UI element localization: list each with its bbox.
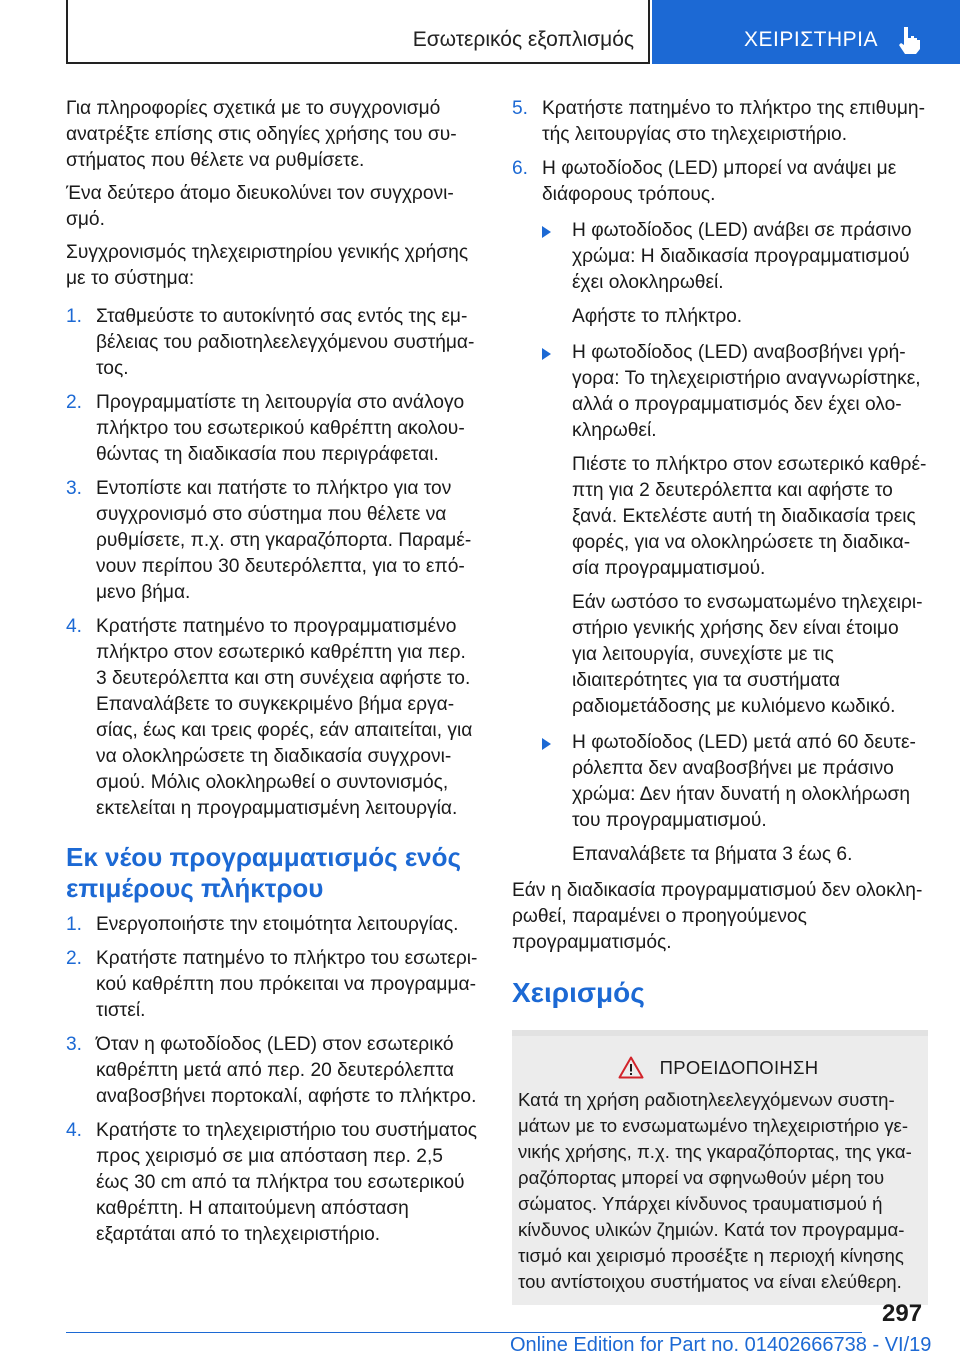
case-instruction: Πιέστε το πλήκτρο στον εσωτερικό καθρέπτη για 2 δευτερόλεπτα και αφήστε το ξανά. Εκτελέστε αυτή τη διαδικασία τρεις φορές, για να ολοκληρώσετε τη διαδικασία προγραμματισμού. xyxy=(572,454,927,579)
warning-triangle-icon xyxy=(618,1056,644,1079)
warning-header xyxy=(518,1056,918,1079)
list-item xyxy=(66,946,478,1024)
intro-paragraph: Ένα δεύτερο άτομο διευκολύνει τον συγχρονισμό. xyxy=(66,183,454,230)
closing-paragraph: Εάν η διαδικασία προγραμματισμού δεν ολοκληρωθεί, παραμένει ο προηγούμενος προγραμματισμός. xyxy=(512,880,923,953)
step-text: Κρατήστε το τηλεχειριστήριο του συστήματος προς χειρισμό σε μια απόσταση περ. 2,5 έως 30 cm από τα πλήκτρα του εσωτερικού καθρέπτη. Η απαιτούμενη απόσταση εξαρτάται από το τηλεχειριστήριο. xyxy=(96,1120,478,1245)
step-number: 1. xyxy=(66,914,83,935)
list-item xyxy=(66,476,478,606)
warning-text: Κατά τη χρήση ραδιοτηλεελεγχόμενων συστημάτων με το ενσωματωμένο τηλεχειριστήριο γενικής χρήσης, π.χ. της γκαραζόπορτας, της γκαραζόπορτας μπορεί να σφηνωθούν μέρη του σώματος. Υπάρχει κίνδυνος τραυματισμού ή κίνδυνος υλικών ζημιών. Κατά τον προγραμματισμό και χειρισμό προσέξτε η περιοχή κίνησης του αντίστοιχου συστήματος να είναι ελεύθερη. xyxy=(518,1089,912,1292)
section-heading: Χειρισμός xyxy=(512,977,645,1008)
warning-title: ΠΡΟΕΙΔΟΠΟΙΗΣΗ xyxy=(659,1056,819,1078)
case-text: Η φωτοδίοδος (LED) αναβοσβήνει γρήγορα: Το τηλεχειριστήριο αναγνωρίστηκε, αλλά ο προγραμματισμός δεν έχει ολοκληρωθεί. xyxy=(572,342,921,441)
step-number: 4. xyxy=(66,1120,83,1141)
list-item xyxy=(512,96,928,148)
triangle-bullet-icon xyxy=(542,226,551,238)
step-number: 1. xyxy=(66,306,83,327)
list-item xyxy=(66,912,478,938)
step-text: Η φωτοδίοδος (LED) μπορεί να ανάψει με διάφορους τρόπους. xyxy=(542,158,897,205)
led-cases-list xyxy=(542,218,928,868)
step-text: Κρατήστε πατημένο το προγραμματισμένο πλήκτρο στον εσωτερικό καθρέπτη για περ. 3 δευτερόλεπτα και στη συνέχεια αφήστε το. Επαναλάβετε το συγκεκριμένο βήμα εργασίας, έως και τρεις φορές, εάν απαιτείται, για να ολοκληρώσετε τη διαδικασία συγχρονισμού. Μόλις ολοκληρωθεί ο συντονισμός, εκτελείται η προγραμματισμένη λειτουργία. xyxy=(96,616,473,819)
section-title: Εσωτερικός εξοπλισμός xyxy=(412,28,634,51)
footer-divider xyxy=(66,1332,862,1333)
step-number: 2. xyxy=(66,392,83,413)
step-number: 5. xyxy=(512,98,529,119)
step-text: Σταθμεύστε το αυτοκίνητό σας εντός της εμβέλειας του ραδιοτηλεελεγχόμενου συστήματος. xyxy=(96,306,475,379)
case-text: Η φωτοδίοδος (LED) ανάβει σε πράσινο χρώμα: Η διαδικασία προγραμματισμού έχει ολοκληρωθεί. xyxy=(572,220,912,293)
chapter-tab[interactable] xyxy=(652,0,960,64)
triangle-bullet-icon xyxy=(542,348,551,360)
reprogram-steps-list xyxy=(66,912,478,1248)
right-column xyxy=(512,96,928,1305)
list-item xyxy=(542,340,928,720)
list-item xyxy=(66,1118,478,1248)
step-number: 4. xyxy=(66,616,83,637)
intro-paragraph: Για πληροφορίες σχετικά με το συγχρονισμό ανατρέξτε επίσης στις οδηγίες χρήσης του συστήματος που θέλετε να ρυθμίσετε. xyxy=(66,98,457,171)
step-text: Εντοπίστε και πατήστε το πλήκτρο για τον συγχρονισμό στο σύστημα που θέλετε να ρυθμίσετε, π.χ. στη γκαραζόπορτα. Παραμένουν περίπου 30 δευτερόλεπτα, για το επόμενο βήμα. xyxy=(96,478,472,603)
list-item xyxy=(66,614,478,822)
hand-pointer-icon xyxy=(895,25,927,55)
section-heading: Εκ νέου προγραμματισμός ενός επιμέρους πλήκτρου xyxy=(66,842,462,903)
step-text: Κρατήστε πατημένο το πλήκτρο της επιθυμητής λειτουργίας στο τηλεχειριστήριο. xyxy=(542,98,925,145)
case-text: Η φωτοδίοδος (LED) μετά από 60 δευτερόλεπτα δεν αναβοσβήνει με πράσινο χρώμα: Δεν ήταν δυνατή η ολοκλήρωση του προγραμματισμού. xyxy=(572,732,916,831)
step-text: Όταν η φωτοδίοδος (LED) στον εσωτερικό καθρέπτη μετά από περ. 20 δευτερόλεπτα αναβοσβήνει πορτοκαλί, αφήστε το πλήκτρο. xyxy=(96,1034,477,1107)
step-text: Ενεργοποιήστε την ετοιμότητα λειτουργίας. xyxy=(96,914,459,935)
list-item xyxy=(66,390,478,468)
step-number: 2. xyxy=(66,948,83,969)
step-text: Προγραμματίστε τη λειτουργία στο ανάλογο πλήκτρο του εσωτερικού καθρέπτη ακολουθώντας τη διαδικασία που περιγράφεται. xyxy=(96,392,465,465)
step-text: Κρατήστε πατημένο το πλήκτρο του εσωτερικού καθρέπτη που πρόκειται να προγραμματιστεί. xyxy=(96,948,478,1021)
step-number: 3. xyxy=(66,478,83,499)
sync-steps-list xyxy=(66,304,478,822)
left-column xyxy=(66,96,478,1256)
intro-paragraph: Συγχρονισμός τηλεχειριστηρίου γενικής χρήσης με το σύστημα: xyxy=(66,242,469,289)
step-number: 3. xyxy=(66,1034,83,1055)
warning-box xyxy=(512,1030,928,1305)
reprogram-steps-continued xyxy=(512,96,928,868)
list-item xyxy=(542,218,928,330)
triangle-bullet-icon xyxy=(542,738,551,750)
list-item xyxy=(66,1032,478,1110)
case-instruction: Αφήστε το πλήκτρο. xyxy=(572,306,743,327)
chapter-title: ΧΕΙΡΙΣΤΗΡΙΑ xyxy=(744,28,879,51)
header-section-box xyxy=(66,0,650,64)
page-number: 297 xyxy=(882,1300,923,1327)
list-item xyxy=(542,730,928,868)
list-item xyxy=(512,156,928,868)
step-number: 6. xyxy=(512,158,529,179)
list-item xyxy=(66,304,478,382)
case-instruction: Επαναλάβετε τα βήματα 3 έως 6. xyxy=(572,844,853,865)
case-instruction: Εάν ωστόσο το ενσωματωμένο τηλεχειριστήριο γενικής χρήσης δεν είναι έτοιμο για λειτουργία, συνεχίστε με τις ιδιαιτερότητες για τα συστήματα ραδιομετάδοσης με κυλιόμενο κωδικό. xyxy=(572,592,923,717)
edition-link[interactable]: Online Edition for Part no. 01402666738 - VI/19 xyxy=(510,1334,932,1356)
